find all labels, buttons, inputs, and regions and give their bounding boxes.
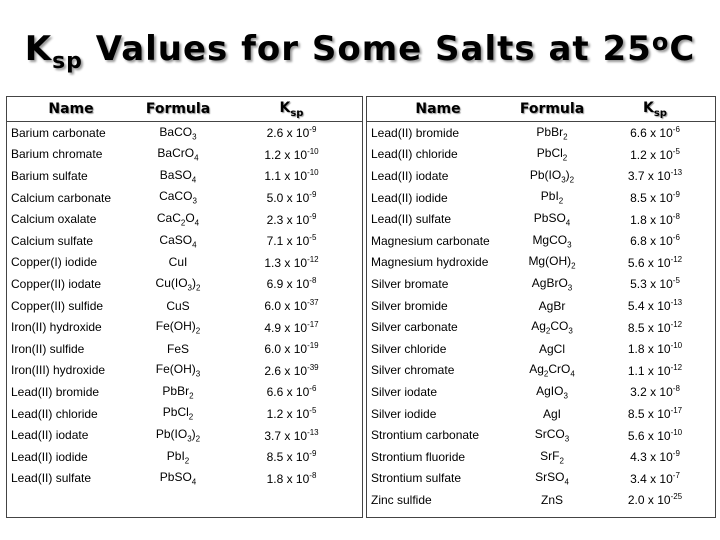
ksp-value: 1.2 x $10^{-5}$ [266, 406, 317, 422]
salt-name: Magnesium carbonate [371, 233, 490, 248]
ksp-value: 1.1 x $10^{-12}$ [627, 362, 683, 378]
salt-name: Lead(II) iodide [11, 449, 88, 464]
table-row [367, 360, 715, 382]
ksp-value: 1.8 x $10^{-10}$ [627, 341, 683, 357]
salt-name: Silver iodide [371, 406, 437, 421]
column-header-name: Name [7, 97, 135, 122]
salt-name: Zinc sulfide [371, 492, 432, 507]
salt-formula: AgI [542, 406, 561, 421]
salt-formula: ZnS [540, 492, 563, 507]
salt-name: Strontium sulfate [371, 471, 462, 486]
salt-name: Iron(II) hydroxide [11, 320, 102, 335]
salt-formula: $Ag_2CrO_4$ [529, 362, 575, 379]
salt-formula: BaCrO$_4$ [157, 146, 199, 163]
salt-name: Lead(II) iodide [371, 190, 448, 205]
column-header-formula: Formula [135, 97, 221, 122]
salt-formula: $Pb(IO_3)_2$ [529, 167, 575, 185]
ksp-value: 6.6 x $10^{-6}$ [266, 384, 317, 400]
salt-name: Calcium oxalate [11, 212, 97, 227]
salt-name: Barium sulfate [11, 168, 88, 183]
ksp-value: 1.8 x $10^{-8}$ [266, 470, 317, 486]
column-header-formula: Formula [509, 97, 595, 122]
ksp-value: 8.5 x $10^{-9}$ [630, 190, 680, 206]
table-row [367, 446, 715, 468]
salt-formula: AgCl [538, 341, 565, 356]
ksp-value: 6.9 x $10^{-8}$ [266, 276, 317, 292]
ksp-value: 3.4 x $10^{-7}$ [630, 470, 680, 486]
table-row [7, 446, 362, 468]
table-row [7, 381, 362, 403]
table-row [367, 295, 715, 317]
ksp-value: 1.1 x $10^{-10}$ [264, 168, 319, 184]
salt-name: Iron(II) sulfide [11, 341, 85, 356]
salt-name: Iron(III) hydroxide [11, 363, 106, 378]
column-header-name: Name [367, 97, 509, 122]
table-row [7, 468, 362, 490]
table-row [367, 381, 715, 403]
salt-formula: $Mg(OH)_2$ [528, 254, 576, 271]
salt-name: Silver bromide [371, 298, 448, 313]
ksp-value: 6.6 x $10^{-6}$ [630, 125, 680, 141]
salt-formula: BaCO$_3$ [159, 124, 197, 141]
salt-formula: $Ag_2CO_3$ [531, 318, 573, 336]
table-row [7, 122, 362, 144]
table-row [7, 295, 362, 317]
salt-formula: PbCl$_2$ [536, 146, 568, 163]
table-row [367, 468, 715, 490]
column-header-ksp: $K_{sp}$ [595, 97, 715, 122]
table-row [7, 273, 362, 295]
ksp-value: 1.8 x $10^{-8}$ [630, 211, 680, 227]
table-row [367, 208, 715, 230]
ksp-value: 4.9 x $10^{-17}$ [264, 319, 319, 335]
salt-name: Lead(II) iodate [371, 168, 449, 183]
ksp-value: 7.1 x $10^{-5}$ [266, 233, 317, 249]
salt-name: Lead(II) chloride [371, 147, 458, 162]
salt-name: Lead(II) bromide [11, 384, 100, 399]
ksp-value: 8.5 x $10^{-17}$ [627, 406, 683, 422]
salt-formula: AgIO$_3$ [536, 383, 568, 401]
table-row [367, 338, 715, 360]
table-row [367, 252, 715, 274]
table-row [367, 403, 715, 425]
salt-name: Lead(II) iodate [11, 428, 89, 443]
salt-formula: CaCO$_3$ [159, 189, 197, 206]
ksp-value: 1.3 x $10^{-12}$ [264, 254, 319, 270]
salt-name: Silver carbonate [371, 320, 458, 335]
table-row [367, 230, 715, 252]
ksp-value: 1.2 x $10^{-5}$ [630, 146, 680, 162]
ksp-value: 2.3 x $10^{-9}$ [266, 211, 317, 227]
left-table-panel [6, 96, 363, 518]
salt-name: Silver chromate [371, 363, 455, 378]
salt-name: Copper(I) iodide [11, 255, 98, 270]
table-row [7, 187, 362, 209]
salt-formula: FeS [166, 341, 189, 356]
ksp-value: 3.7 x $10^{-13}$ [627, 168, 683, 184]
salt-formula: PbBr$_2$ [162, 383, 194, 401]
salt-formula: MgCO$_3$ [532, 232, 572, 249]
salt-formula: PbSO$_4$ [533, 210, 571, 228]
table-row [367, 273, 715, 295]
ksp-value: 5.6 x $10^{-12}$ [627, 254, 683, 270]
ksp-table-left [7, 97, 362, 489]
salt-formula: CuS [166, 298, 190, 313]
table-row [7, 316, 362, 338]
salt-formula: SrSO$_4$ [535, 470, 569, 487]
salt-formula: SrCO$_3$ [534, 426, 570, 444]
salt-name: Silver bromate [371, 276, 449, 291]
salt-formula: $CaC_2O_4$ [156, 210, 200, 228]
salt-name: Strontium carbonate [371, 428, 480, 443]
salt-name: Lead(II) sulfate [11, 471, 92, 486]
table-row [7, 252, 362, 274]
salt-formula: AgBrO$_3$ [531, 275, 573, 293]
salt-name: Lead(II) sulfate [371, 212, 452, 227]
table-row [7, 360, 362, 382]
salt-formula: $Pb(IO_3)_2$ [155, 426, 201, 444]
table-row [367, 144, 715, 166]
salt-formula: CaSO$_4$ [159, 232, 197, 249]
ksp-value: 1.2 x $10^{-10}$ [264, 146, 319, 162]
salt-formula: PbI$_2$ [166, 448, 190, 465]
page-title: $K_{sp}$ Values for Some Salts at 25$^o$C [24, 28, 696, 74]
salt-formula: $Cu(IO_3)_2$ [155, 275, 201, 293]
salt-formula: AgBr [538, 298, 566, 313]
ksp-value: 5.4 x $10^{-13}$ [627, 298, 683, 314]
ksp-value: 2.6 x $10^{-39}$ [264, 362, 319, 378]
table-row [7, 424, 362, 446]
ksp-value: 6.0 x $10^{-37}$ [264, 298, 319, 314]
table-row [7, 338, 362, 360]
salt-name: Silver iodate [371, 384, 438, 399]
table-row [7, 230, 362, 252]
ksp-value: 3.7 x $10^{-13}$ [264, 427, 319, 443]
salt-name: Lead(II) chloride [11, 406, 98, 421]
right-table-panel [366, 96, 716, 518]
ksp-value: 6.8 x $10^{-6}$ [630, 233, 680, 249]
salt-formula: $Fe(OH)_3$ [155, 362, 201, 379]
salt-name: Calcium carbonate [11, 190, 112, 205]
salt-formula: CuI [168, 255, 188, 270]
salt-formula: $Fe(OH)_2$ [155, 318, 201, 336]
table-row [7, 403, 362, 425]
table-row [7, 144, 362, 166]
column-header-ksp: $K_{sp}$ [221, 97, 362, 122]
table-row [367, 187, 715, 209]
salt-name: Copper(II) sulfide [11, 298, 104, 313]
salt-name: Silver chloride [371, 341, 447, 356]
ksp-value: 3.2 x $10^{-8}$ [630, 384, 680, 400]
ksp-value: 5.3 x $10^{-5}$ [630, 276, 680, 292]
ksp-value: 2.0 x $10^{-25}$ [627, 492, 683, 508]
table-header-row [7, 97, 362, 122]
salt-formula: PbI$_2$ [540, 189, 564, 206]
salt-formula: PbSO$_4$ [159, 470, 197, 487]
ksp-value: 8.5 x $10^{-12}$ [627, 319, 683, 335]
salt-formula: PbBr$_2$ [536, 124, 568, 141]
salt-name: Barium chromate [11, 147, 103, 162]
salt-name: Magnesium hydroxide [371, 255, 489, 270]
salt-name: Barium carbonate [11, 125, 106, 140]
table-row [7, 165, 362, 187]
ksp-table-right [367, 97, 715, 511]
table-header-row [367, 97, 715, 122]
table-row [367, 424, 715, 446]
table-row [367, 165, 715, 187]
salt-formula: PbCl$_2$ [162, 405, 194, 422]
ksp-value: 4.3 x $10^{-9}$ [630, 449, 680, 465]
table-row [367, 122, 715, 144]
table-row [367, 316, 715, 338]
table-row [367, 489, 715, 511]
salt-formula: BaSO$_4$ [159, 167, 197, 185]
salt-formula: SrF$_2$ [540, 448, 564, 465]
salt-name: Calcium sulfate [11, 233, 94, 248]
salt-name: Strontium fluoride [371, 449, 466, 464]
ksp-value: 2.6 x $10^{-9}$ [266, 125, 317, 141]
ksp-value: 5.6 x $10^{-10}$ [627, 427, 683, 443]
ksp-value: 8.5 x $10^{-9}$ [266, 449, 317, 465]
ksp-value: 6.0 x $10^{-19}$ [264, 341, 319, 357]
table-row [7, 208, 362, 230]
salt-name: Copper(II) iodate [11, 276, 102, 291]
ksp-value: 5.0 x $10^{-9}$ [266, 190, 317, 206]
salt-name: Lead(II) bromide [371, 125, 460, 140]
